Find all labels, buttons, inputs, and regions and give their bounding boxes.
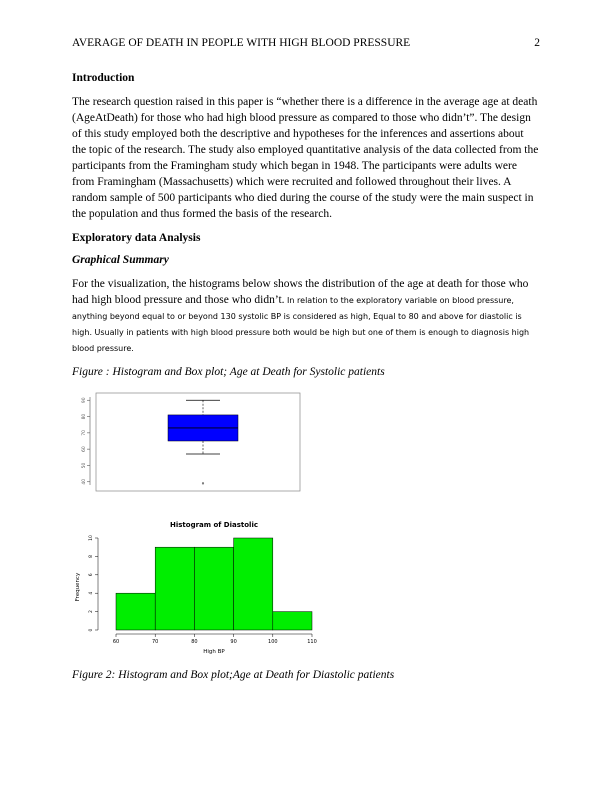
eda-paragraph-small: In relation to the exploratory variable on blood pressure, anything beyond equal to or beyond 130 systolic BP is considered as high, Equal to 80 and above for diastolic is high. Usually in patients with high blood pressure both would be high but one of them is enough to diagnosis high blood pressure. — [72, 296, 530, 353]
histogram-x-tick-label: 100 — [268, 639, 278, 645]
histogram-y-label: Frequency — [75, 572, 81, 602]
document-body — [72, 72, 540, 378]
figure1-caption: Figure : Histogram and Box plot; Age at Death for Systolic patients — [72, 366, 385, 378]
histogram-bar — [155, 547, 194, 630]
histogram-bar — [234, 538, 273, 630]
boxplot-y-tick-label: 90 — [82, 397, 87, 404]
histogram-y-tick-label: 6 — [89, 573, 94, 577]
histogram-y-tick-label: 2 — [89, 610, 94, 614]
histogram-y-tick-label: 0 — [89, 628, 94, 632]
systolic-boxplot — [80, 385, 312, 499]
running-header — [72, 37, 540, 49]
histogram-y-tick-label: 8 — [89, 554, 94, 558]
eda-paragraph — [72, 276, 540, 356]
boxplot-y-tick-label: 40 — [82, 478, 87, 485]
header-title: AVERAGE OF DEATH IN PEOPLE WITH HIGH BLOOD PRESSURE — [72, 37, 411, 49]
boxplot-y-tick-label: 80 — [82, 413, 87, 420]
figure2-caption: Figure 2: Histogram and Box plot;Age at Death for Diastolic patients — [72, 669, 395, 681]
eda-heading: Exploratory data Analysis — [72, 232, 201, 244]
page-number: 2 — [534, 37, 540, 49]
histogram-x-tick-label: 90 — [230, 639, 237, 645]
boxplot-outlier-point — [202, 483, 204, 485]
histogram-bar — [116, 593, 155, 630]
intro-heading: Introduction — [72, 72, 135, 84]
boxplot-frame — [96, 393, 300, 491]
boxplot-y-tick-label: 50 — [82, 462, 87, 469]
boxplot-outliers — [202, 483, 204, 485]
histogram-title: Histogram of Diastolic — [170, 521, 258, 529]
eda-paragraph-main: For the visualization, the histograms below shows the distribution of the age at death for those who had high blood pressure and those who didn’t. — [72, 278, 529, 306]
graphical-summary-heading: Graphical Summary — [72, 254, 169, 266]
histogram-y-tick-label: 4 — [89, 591, 94, 595]
histogram-bar — [273, 612, 312, 630]
histogram-x-tick-label: 70 — [152, 639, 159, 645]
histogram-x-label: High BP — [203, 649, 225, 655]
histogram-x-tick-label: 80 — [191, 639, 198, 645]
boxplot-y-tick-label: 60 — [82, 446, 87, 453]
intro-paragraph: The research question raised in this paper is “whether there is a difference in the average age at death (AgeAtDeath) for those who had high blood pressure as compared to those who didn’t”. The design of this study employed both the descriptive and hypotheses for the inferences and assertions about the topic of the research. The study also employed quantitative analysis of the data collected from the participants from the Framingham study which began in 1948. The participants were adults were from Framingham (Massachusetts) which were recruited and followed throughout their lives. A random sample of 500 participants who died during the course of the study were the main suspect in the population and thus formed the basis of the research. — [72, 96, 539, 220]
histogram-x-tick-label: 110 — [307, 639, 317, 645]
histogram-bars — [116, 538, 312, 630]
histogram-bar — [194, 547, 233, 630]
diastolic-histogram — [72, 515, 332, 657]
histogram-x-tick-label: 60 — [112, 639, 120, 645]
boxplot-y-tick-label: 70 — [82, 429, 87, 436]
boxplot-y-ticks — [81, 397, 90, 484]
histogram-y-tick-label: 10 — [89, 535, 94, 541]
